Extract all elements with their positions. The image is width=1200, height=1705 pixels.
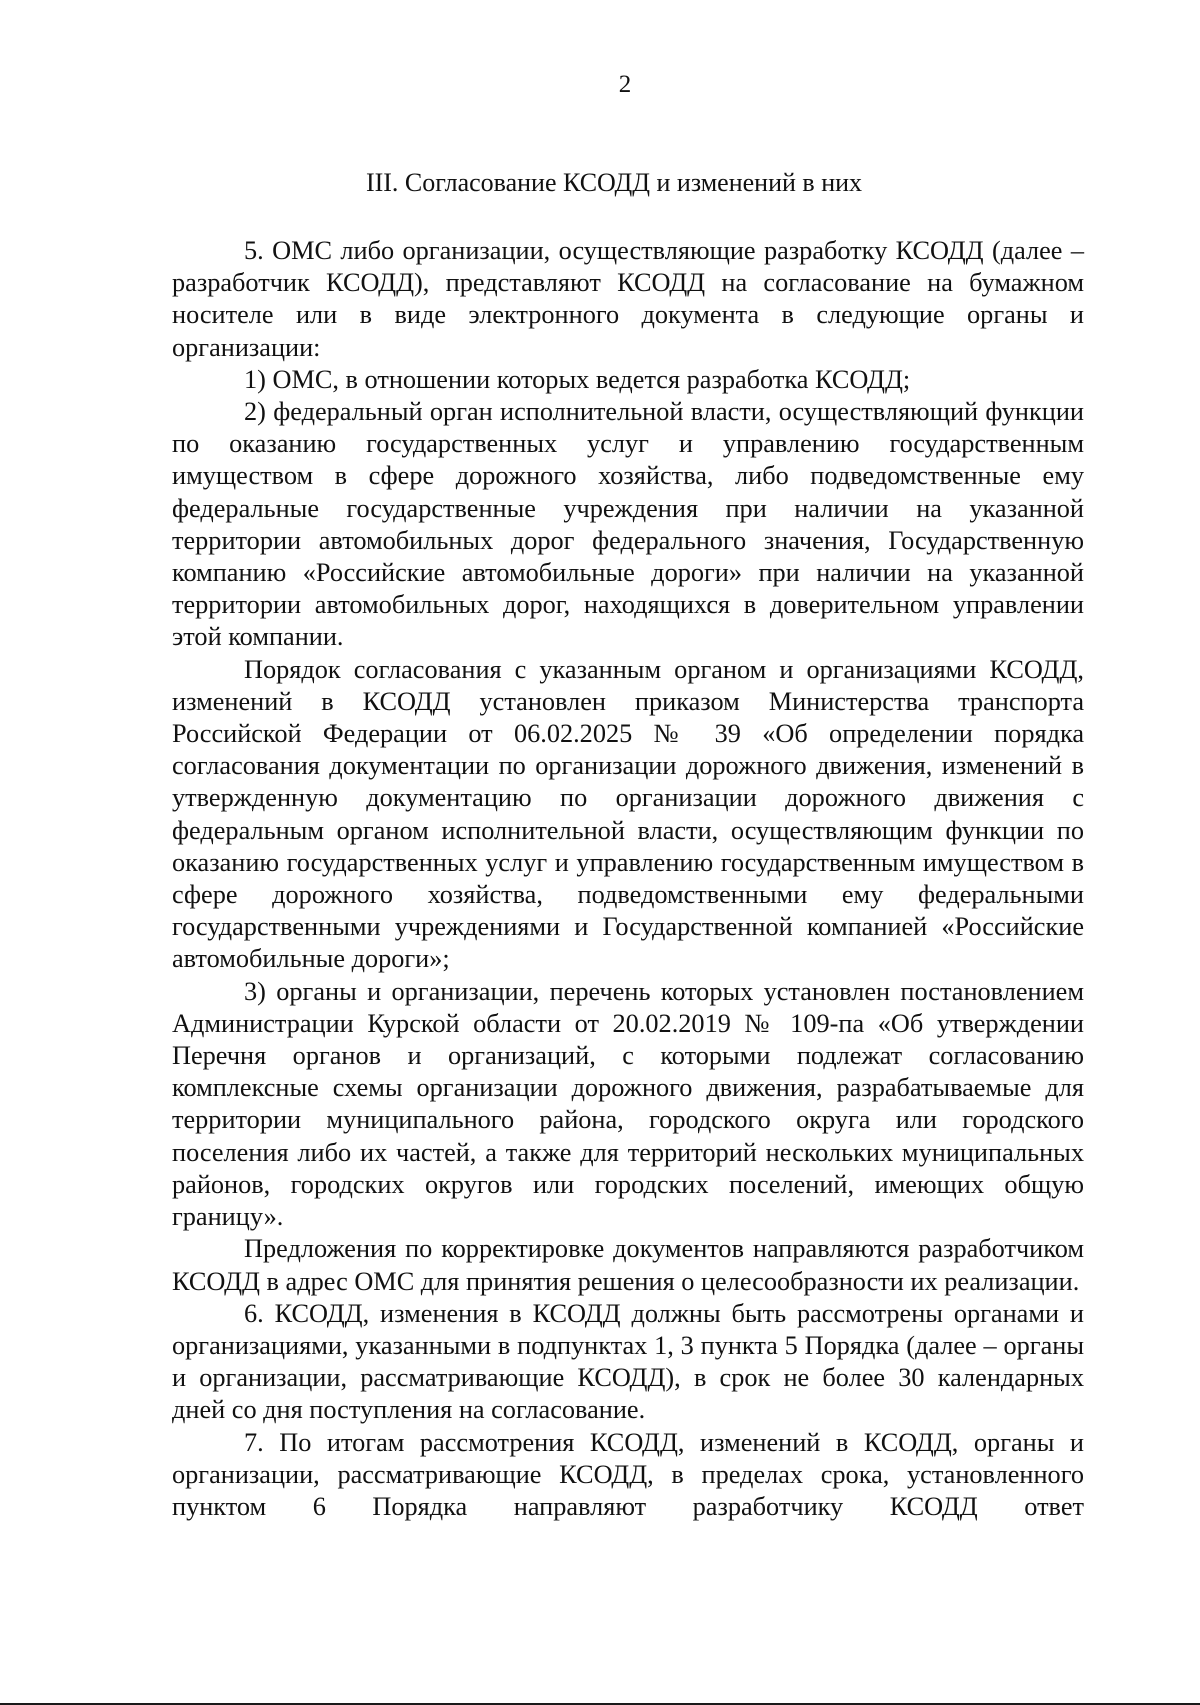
document-body	[172, 235, 1084, 1523]
paragraph-proposals: Предложения по корректировке документов направляются разработчиком КСОДД в адрес ОМС для принятия решения о целесообразности их реализации.	[172, 1234, 1084, 1296]
paragraph-5-item-1: 1) ОМС, в отношении которых ведется разработка КСОДД;	[244, 364, 911, 394]
paragraph-6: 6. КСОДД, изменения в КСОДД должны быть рассмотрены органами и организациями, указанными в подпунктах 1, 3 пункта 5 Порядка (далее – органы и организации, рассматривающие КСОДД), в срок не более 30 календарных дней со дня поступления на согласование.	[172, 1298, 1084, 1425]
paragraph-approval-procedure: Порядок согласования с указанным органом и организациями КСОДД, изменений в КСОДД установлен приказом Министерства транспорта Российской Федерации от 06.02.2025 № 39 «Об определении порядка согласования документации по организации дорожного движения, изменений в утвержденную документацию по организации дорожного движения с федеральным органом исполнительной власти, осуществляющим функции по оказанию государственных услуг и управлению государственным имуществом в сфере дорожного хозяйства, подведомственными ему федеральными государственными учреждениями и Государственной компанией «Российские автомобильные дороги»;	[172, 654, 1084, 974]
paragraph-7: 7. По итогам рассмотрения КСОДД, изменений в КСОДД, органы и организации, рассматривающие КСОДД, в пределах срока, установленного пунктом 6 Порядка направляют разработчику КСОДД ответ	[172, 1427, 1084, 1521]
paragraph-5-item-2: 2) федеральный орган исполнительной власти, осуществляющий функции по оказанию государственных услуг и управлению государственным имуществом в сфере дорожного хозяйства, либо подведомственные ему федеральные государственные учреждения при наличии на указанной территории автомобильных дорог федерального значения, Государственную компанию «Российские автомобильные дороги» при наличии на указанной территории автомобильных дорог, находящихся в доверительном управлении этой компании.	[172, 397, 1084, 652]
paragraph-5: 5. ОМС либо организации, осуществляющие разработку КСОДД (далее – разработчик КСОДД), представляют КСОДД на согласование на бумажном носителе или в виде электронного документа в следующие органы и организации:	[172, 236, 1084, 362]
section-heading: III. Согласование КСОДД и изменений в них	[365, 168, 863, 197]
paragraph-5-item-3: 3) органы и организации, перечень которых установлен постановлением Администрации Курской области от 20.02.2019 № 109-па «Об утверждении Перечня органов и организаций, с которыми подлежат согласованию комплексные схемы организации дорожного движения, разрабатываемые для территории муниципального района, городского округа или городского поселения либо их частей, а также для территорий нескольких муниципальных районов, городских округов или городских поселений, имеющих общую границу».	[172, 976, 1084, 1232]
page-number: 2	[618, 71, 632, 98]
